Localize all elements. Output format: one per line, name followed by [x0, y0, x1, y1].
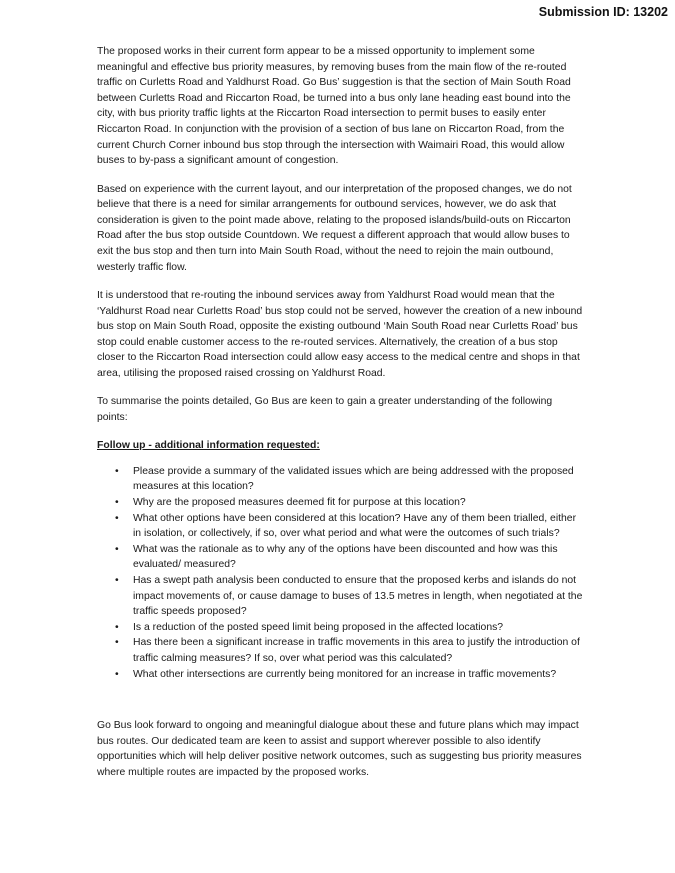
followup-heading: Follow up - additional information requested:	[97, 440, 320, 452]
list-item	[115, 542, 583, 573]
list-item-text: What other intersections are currently being monitored for an increase in traffic movements?	[133, 668, 557, 680]
list-item	[115, 635, 583, 666]
list-item	[115, 620, 583, 636]
bullet-icon: •	[115, 497, 119, 509]
bullet-icon: •	[115, 668, 119, 680]
paragraph-closing: Go Bus look forward to ongoing and meaningful dialogue about these and future plans which may impact bus routes. Our dedicated team are keen to assist and support wherever possible to also identify opportunities which will help deliver positive network outcomes, such as suggesting bus priority measures where multiple routes are impacted by the proposed works.	[97, 720, 582, 778]
list-item	[115, 464, 583, 495]
bullet-icon: •	[115, 621, 119, 633]
list-item	[115, 667, 583, 683]
list-item	[115, 573, 583, 620]
list-item-text: What was the rationale as to why any of the options have been discounted and how was this evaluated/ measured?	[133, 543, 558, 571]
bullet-icon: •	[115, 465, 119, 477]
document-body	[97, 44, 583, 793]
list-item-text: Has a swept path analysis been conducted to ensure that the proposed kerbs and islands do not impact movements of, or cause damage to buses of 13.5 metres in length, when negotiated at the traffic speeds proposed?	[133, 575, 583, 618]
list-item	[115, 495, 583, 511]
bullet-icon: •	[115, 637, 119, 649]
paragraph-summary-intro: To summarise the points detailed, Go Bus are keen to gain a greater understanding of the following points:	[97, 396, 553, 423]
paragraph-bus-priority: The proposed works in their current form appear to be a missed opportunity to implement some meaningful and effective bus priority measures, by removing buses from the main flow of the re-routed traffic on Curletts Road and Yaldhurst Road. Go Bus’ suggestion is that the section of Main South Road between Curletts Road and Riccarton Road, be turned into a bus only lane heading east bound into the city, with bus priority traffic lights at the Riccarton Road intersection to permit buses to easily enter Riccarton Road. In conjunction with the provision of a section of bus lane on Riccarton Road, from the current Church Corner inbound bus stop through the intersection with Waimairi Road, this would allow buses to by-pass a significant amount of congestion.	[97, 46, 571, 167]
list-item-text: Why are the proposed measures deemed fit for purpose at this location?	[133, 497, 466, 509]
bullet-icon: •	[115, 575, 119, 586]
bullet-icon: •	[115, 512, 119, 524]
paragraph-outbound-services: Based on experience with the current layout, and our interpretation of the proposed changes, we do not believe that there is a need for similar arrangements for outbound services, however, we do ask that consideration is given to the point made above, relating to the proposed islands/build-outs on Riccarton Road after the bus stop outside Countdown. We request a different approach that would allow buses to exit the bus stop and then turn into Main South Road, without the need to rejoin the main outbound, westerly traffic flow.	[97, 183, 572, 273]
list-item-text: What other options have been considered at this location? Have any of them been trialled, either in isolation, or collectively, if so, over what period and what were the outcomes of such trials?	[133, 512, 577, 540]
list-item-text: Please provide a summary of the validated issues which are being addressed with the proposed measures at this location?	[133, 465, 574, 493]
followup-list	[97, 464, 583, 682]
submission-id: Submission ID: 13202	[538, 5, 668, 19]
list-item-text: Has there been a significant increase in traffic movements in this area to justify the introduction of traffic calming measures? If so, over what period was this calculated?	[133, 637, 580, 664]
bullet-icon: •	[115, 543, 119, 555]
list-item-text: Is a reduction of the posted speed limit being proposed in the affected locations?	[133, 621, 504, 633]
paragraph-inbound-rerouting: It is understood that re-routing the inbound services away from Yaldhurst Road would mean that the ‘Yaldhurst Road near Curletts Road’ bus stop could not be served, however the creation of a new inbound bus stop on Main South Road, opposite the existing outbound ‘Main South Road near Curletts Road’ bus stop could enable customer access to the re-routed services. Alternatively, the creation of a bus stop closer to the Riccarton Road intersection could allow easy access to the medical centre and shops in that area, utilising the proposed raised crossing on Yaldhurst Road.	[97, 289, 583, 379]
list-item	[115, 511, 583, 542]
